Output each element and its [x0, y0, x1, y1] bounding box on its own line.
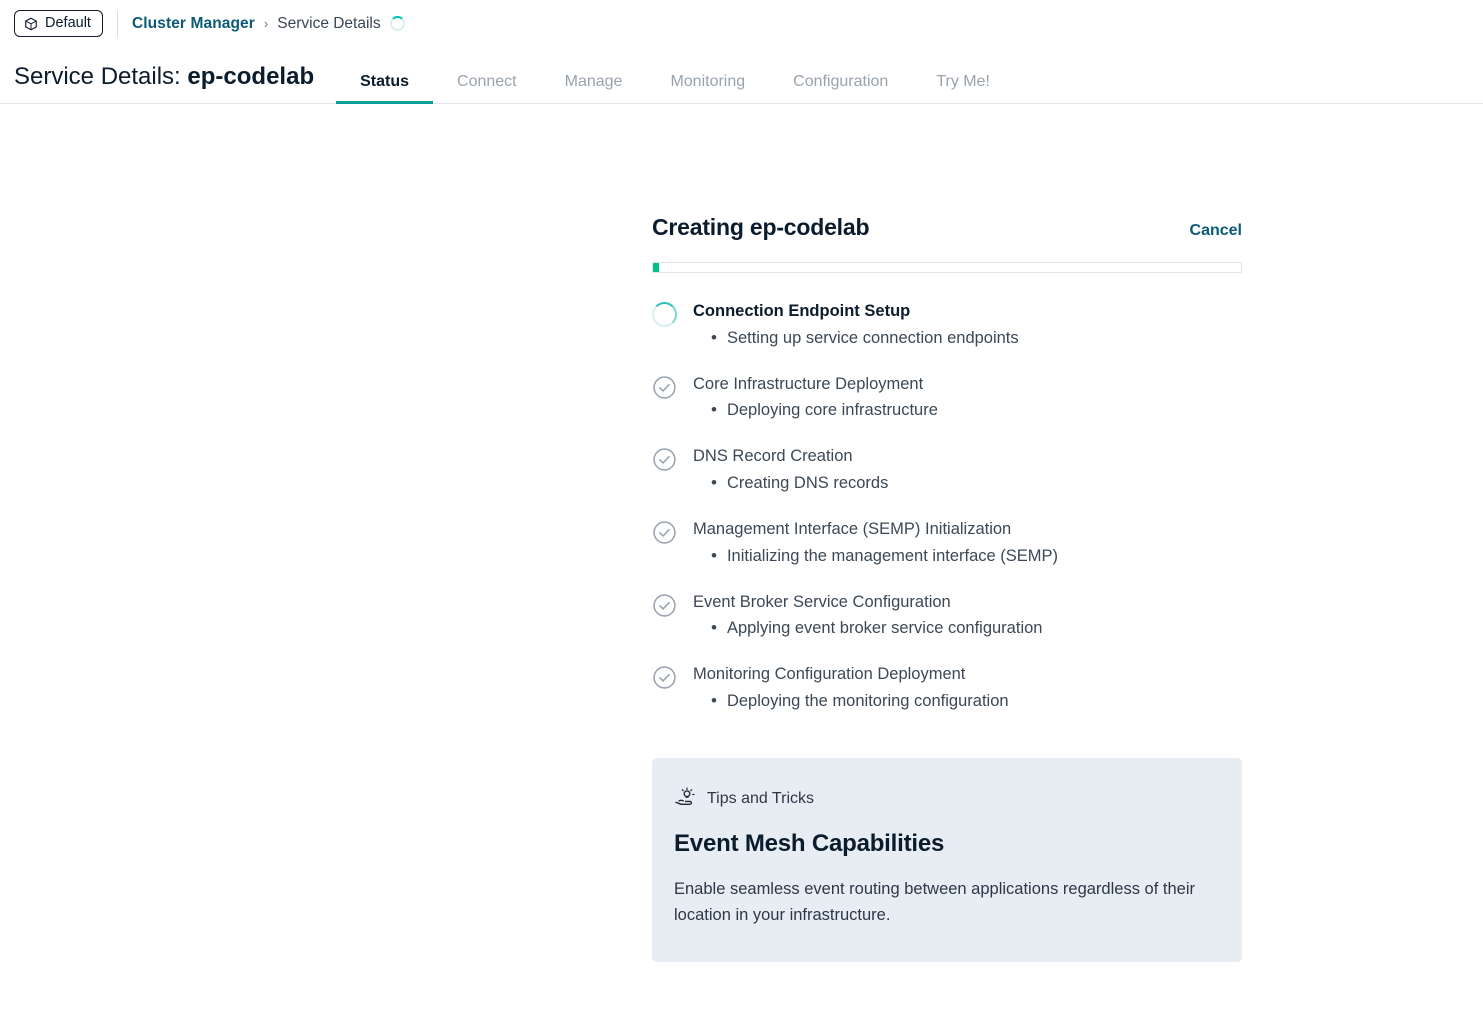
step-detail-row — [693, 329, 1242, 348]
tips-label: Tips and Tricks — [707, 790, 814, 808]
step-title: Event Broker Service Configuration — [693, 592, 951, 611]
step-title: Monitoring Configuration Deployment — [693, 665, 966, 684]
tips-body: Enable seamless event routing between applications regardless of their location in your infrastructure. — [674, 879, 1195, 925]
breadcrumb-service-details: Service Details — [277, 14, 381, 32]
breadcrumb-bar — [0, 0, 1483, 47]
bullet-marker: • — [711, 400, 717, 420]
breadcrumb-divider — [117, 11, 118, 37]
tab-manage[interactable]: Manage — [541, 73, 647, 103]
step-detail-row — [693, 474, 1242, 493]
step-title: Management Interface (SEMP) Initialization — [693, 519, 1012, 538]
step-detail: Setting up service connection endpoints — [726, 328, 1019, 347]
tab-monitoring[interactable]: Monitoring — [646, 73, 769, 103]
breadcrumb-cluster-manager[interactable]: Cluster Manager — [131, 14, 255, 32]
tips-card-header — [674, 787, 1218, 812]
step-detail-row — [693, 619, 1242, 638]
creation-progress-panel — [652, 214, 1242, 962]
scope-chip-label: Default — [45, 15, 91, 32]
spinner-icon — [390, 16, 405, 31]
tab-try-me[interactable]: Try Me! — [912, 73, 1014, 103]
creation-step — [652, 664, 1242, 711]
page-header — [0, 47, 1483, 104]
breadcrumb-separator: › — [263, 16, 269, 31]
spinner-icon — [652, 302, 677, 327]
step-title: Core Infrastructure Deployment — [693, 374, 924, 393]
step-detail-row — [693, 547, 1242, 566]
check-circle-icon — [652, 593, 677, 618]
check-circle-icon — [652, 375, 677, 400]
step-detail: Deploying the monitoring configuration — [726, 691, 1009, 710]
step-detail: Applying event broker service configuration — [726, 619, 1043, 638]
check-circle-icon — [652, 447, 677, 472]
bullet-marker: • — [711, 618, 717, 638]
tab-connect[interactable]: Connect — [433, 73, 541, 103]
bullet-marker: • — [711, 327, 717, 347]
creation-title: Creating ep-codelab — [652, 214, 870, 240]
creation-steps — [652, 301, 1242, 711]
bullet-marker: • — [711, 545, 717, 565]
cancel-button[interactable]: Cancel — [1189, 222, 1242, 239]
bullet-marker: • — [711, 472, 717, 492]
step-detail-row — [693, 401, 1242, 420]
bullet-marker: • — [711, 690, 717, 710]
main-content — [0, 104, 1483, 1014]
creation-step — [652, 301, 1242, 348]
scope-chip[interactable] — [14, 10, 103, 37]
page-title — [14, 63, 314, 103]
tab-configuration[interactable]: Configuration — [769, 73, 912, 103]
page-title-service-name: ep-codelab — [187, 63, 315, 90]
check-circle-icon — [652, 520, 677, 545]
check-circle-icon — [652, 665, 677, 690]
tips-card — [652, 758, 1242, 962]
tips-title: Event Mesh Capabilities — [674, 829, 945, 857]
lightbulb-hand-icon — [674, 787, 696, 812]
tab-status[interactable]: Status — [336, 73, 433, 103]
step-title: DNS Record Creation — [693, 447, 853, 466]
cube-icon — [24, 17, 38, 31]
creation-step — [652, 446, 1242, 493]
tab-bar — [336, 73, 1014, 103]
step-title: Connection Endpoint Setup — [693, 302, 911, 320]
step-detail: Deploying core infrastructure — [726, 401, 938, 420]
creation-step — [652, 374, 1242, 421]
page-title-prefix: Service Details: — [14, 63, 181, 90]
creation-panel-header — [652, 214, 1242, 241]
step-detail: Initializing the management interface (SEMP) — [726, 546, 1059, 565]
creation-step — [652, 519, 1242, 566]
progress-bar-fill — [653, 263, 659, 272]
progress-bar — [652, 262, 1242, 273]
step-detail-row — [693, 692, 1242, 711]
creation-step — [652, 592, 1242, 639]
step-detail: Creating DNS records — [726, 473, 889, 492]
